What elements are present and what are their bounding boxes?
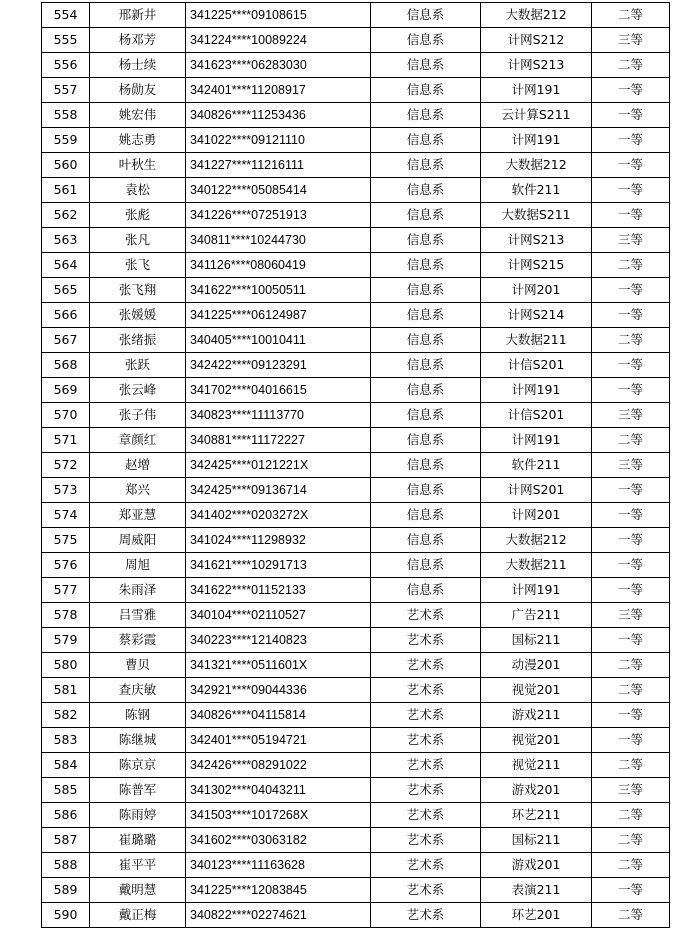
class-cell: 计网191	[481, 428, 592, 453]
table-row	[42, 728, 670, 753]
id-number-cell: 340822****02274621	[186, 903, 371, 928]
department-cell: 信息系	[371, 328, 481, 353]
row-number-cell: 556	[42, 53, 90, 78]
award-level-cell: 一等	[592, 478, 670, 503]
table-row	[42, 478, 670, 503]
award-level-cell: 二等	[592, 903, 670, 928]
id-number-cell: 341226****07251913	[186, 203, 371, 228]
department-cell: 信息系	[371, 78, 481, 103]
department-cell: 信息系	[371, 378, 481, 403]
id-number-cell: 342426****08291022	[186, 753, 371, 778]
row-number-cell: 583	[42, 728, 90, 753]
table-row	[42, 353, 670, 378]
id-number-cell: 341402****0203272X	[186, 503, 371, 528]
department-cell: 艺术系	[371, 653, 481, 678]
row-number-cell: 582	[42, 703, 90, 728]
id-number-cell: 340123****11163628	[186, 853, 371, 878]
department-cell: 信息系	[371, 578, 481, 603]
class-cell: 计网191	[481, 378, 592, 403]
student-name-cell: 郑亚慧	[90, 503, 186, 528]
award-level-cell: 三等	[592, 453, 670, 478]
row-number-cell: 574	[42, 503, 90, 528]
class-cell: 软件211	[481, 178, 592, 203]
class-cell: 计网191	[481, 578, 592, 603]
class-cell: 游戏211	[481, 703, 592, 728]
row-number-cell: 564	[42, 253, 90, 278]
table-row	[42, 103, 670, 128]
student-name-cell: 陈雨婷	[90, 803, 186, 828]
student-name-cell: 姚宏伟	[90, 103, 186, 128]
table-row	[42, 603, 670, 628]
student-name-cell: 张彪	[90, 203, 186, 228]
award-level-cell: 一等	[592, 728, 670, 753]
id-number-cell: 341623****06283030	[186, 53, 371, 78]
award-level-cell: 二等	[592, 803, 670, 828]
department-cell: 信息系	[371, 103, 481, 128]
row-number-cell: 575	[42, 528, 90, 553]
row-number-cell: 562	[42, 203, 90, 228]
class-cell: 计信S201	[481, 353, 592, 378]
student-name-cell: 杨勋友	[90, 78, 186, 103]
id-number-cell: 341622****10050511	[186, 278, 371, 303]
id-number-cell: 341225****09108615	[186, 3, 371, 28]
student-name-cell: 查庆敏	[90, 678, 186, 703]
department-cell: 艺术系	[371, 703, 481, 728]
row-number-cell: 561	[42, 178, 90, 203]
table-row	[42, 178, 670, 203]
student-name-cell: 朱雨泽	[90, 578, 186, 603]
row-number-cell: 554	[42, 3, 90, 28]
student-name-cell: 戴正梅	[90, 903, 186, 928]
class-cell: 大数据212	[481, 528, 592, 553]
class-cell: 游戏201	[481, 778, 592, 803]
class-cell: 计网191	[481, 128, 592, 153]
award-level-cell: 二等	[592, 678, 670, 703]
table-row	[42, 653, 670, 678]
table-row	[42, 828, 670, 853]
student-name-cell: 张凡	[90, 228, 186, 253]
award-level-cell: 二等	[592, 253, 670, 278]
class-cell: 广告211	[481, 603, 592, 628]
class-cell: 计网S213	[481, 53, 592, 78]
row-number-cell: 559	[42, 128, 90, 153]
id-number-cell: 340823****11113770	[186, 403, 371, 428]
row-number-cell: 584	[42, 753, 90, 778]
department-cell: 艺术系	[371, 828, 481, 853]
table-row	[42, 903, 670, 928]
class-cell: 视觉201	[481, 728, 592, 753]
id-number-cell: 340826****11253436	[186, 103, 371, 128]
student-name-cell: 崔平平	[90, 853, 186, 878]
student-name-cell: 张飞	[90, 253, 186, 278]
table-row	[42, 278, 670, 303]
table-row	[42, 678, 670, 703]
table-row	[42, 3, 670, 28]
student-name-cell: 曹贝	[90, 653, 186, 678]
award-level-cell: 三等	[592, 778, 670, 803]
class-cell: 计网S215	[481, 253, 592, 278]
class-cell: 计信S201	[481, 403, 592, 428]
student-name-cell: 张子伟	[90, 403, 186, 428]
department-cell: 信息系	[371, 253, 481, 278]
table-row	[42, 78, 670, 103]
id-number-cell: 341702****04016615	[186, 378, 371, 403]
id-number-cell: 342425****09136714	[186, 478, 371, 503]
table-row	[42, 403, 670, 428]
row-number-cell: 585	[42, 778, 90, 803]
row-number-cell: 570	[42, 403, 90, 428]
table-row	[42, 203, 670, 228]
award-level-cell: 三等	[592, 403, 670, 428]
class-cell: 计网S214	[481, 303, 592, 328]
id-number-cell: 340881****11172227	[186, 428, 371, 453]
id-number-cell: 341024****11298932	[186, 528, 371, 553]
class-cell: 大数据S211	[481, 203, 592, 228]
row-number-cell: 587	[42, 828, 90, 853]
award-level-cell: 一等	[592, 153, 670, 178]
award-level-cell: 二等	[592, 853, 670, 878]
class-cell: 大数据212	[481, 3, 592, 28]
table-row	[42, 703, 670, 728]
id-number-cell: 341225****06124987	[186, 303, 371, 328]
award-level-cell: 一等	[592, 503, 670, 528]
class-cell: 计网S212	[481, 28, 592, 53]
department-cell: 艺术系	[371, 753, 481, 778]
row-number-cell: 579	[42, 628, 90, 653]
award-level-cell: 一等	[592, 528, 670, 553]
award-level-cell: 一等	[592, 128, 670, 153]
department-cell: 艺术系	[371, 628, 481, 653]
award-level-cell: 一等	[592, 178, 670, 203]
id-number-cell: 341227****11216111	[186, 153, 371, 178]
id-number-cell: 340223****12140823	[186, 628, 371, 653]
award-level-cell: 二等	[592, 53, 670, 78]
class-cell: 计网191	[481, 78, 592, 103]
student-name-cell: 张云峰	[90, 378, 186, 403]
class-cell: 计网201	[481, 278, 592, 303]
table-row	[42, 303, 670, 328]
id-number-cell: 341622****01152133	[186, 578, 371, 603]
award-level-cell: 一等	[592, 378, 670, 403]
award-level-cell: 三等	[592, 603, 670, 628]
table-row	[42, 128, 670, 153]
row-number-cell: 572	[42, 453, 90, 478]
department-cell: 信息系	[371, 403, 481, 428]
class-cell: 视觉201	[481, 678, 592, 703]
table-body	[42, 3, 670, 928]
row-number-cell: 565	[42, 278, 90, 303]
department-cell: 艺术系	[371, 603, 481, 628]
row-number-cell: 563	[42, 228, 90, 253]
award-level-cell: 一等	[592, 578, 670, 603]
row-number-cell: 568	[42, 353, 90, 378]
student-name-cell: 赵增	[90, 453, 186, 478]
id-number-cell: 341225****12083845	[186, 878, 371, 903]
id-number-cell: 342401****05194721	[186, 728, 371, 753]
id-number-cell: 340104****02110527	[186, 603, 371, 628]
table-row	[42, 628, 670, 653]
row-number-cell: 586	[42, 803, 90, 828]
table-row	[42, 28, 670, 53]
id-number-cell: 340811****10244730	[186, 228, 371, 253]
student-name-cell: 张飞翔	[90, 278, 186, 303]
department-cell: 信息系	[371, 528, 481, 553]
id-number-cell: 342422****09123291	[186, 353, 371, 378]
award-level-cell: 一等	[592, 553, 670, 578]
class-cell: 软件211	[481, 453, 592, 478]
row-number-cell: 558	[42, 103, 90, 128]
student-name-cell: 张绪振	[90, 328, 186, 353]
table-row	[42, 878, 670, 903]
row-number-cell: 569	[42, 378, 90, 403]
award-level-cell: 三等	[592, 28, 670, 53]
award-list-table	[41, 2, 670, 928]
student-name-cell: 张媛媛	[90, 303, 186, 328]
class-cell: 大数据212	[481, 153, 592, 178]
department-cell: 艺术系	[371, 878, 481, 903]
row-number-cell: 577	[42, 578, 90, 603]
id-number-cell: 341302****04043211	[186, 778, 371, 803]
class-cell: 环艺211	[481, 803, 592, 828]
id-number-cell: 342921****09044336	[186, 678, 371, 703]
student-name-cell: 周威阳	[90, 528, 186, 553]
table-row	[42, 528, 670, 553]
id-number-cell: 342425****0121221X	[186, 453, 371, 478]
class-cell: 计网201	[481, 503, 592, 528]
table-row	[42, 578, 670, 603]
award-level-cell: 二等	[592, 3, 670, 28]
row-number-cell: 566	[42, 303, 90, 328]
department-cell: 信息系	[371, 553, 481, 578]
student-name-cell: 陈普军	[90, 778, 186, 803]
id-number-cell: 340122****05085414	[186, 178, 371, 203]
table-row	[42, 453, 670, 478]
row-number-cell: 555	[42, 28, 90, 53]
id-number-cell: 341126****08060419	[186, 253, 371, 278]
department-cell: 艺术系	[371, 678, 481, 703]
department-cell: 艺术系	[371, 778, 481, 803]
id-number-cell: 341621****10291713	[186, 553, 371, 578]
student-name-cell: 蔡彩霞	[90, 628, 186, 653]
table-row	[42, 803, 670, 828]
award-level-cell: 一等	[592, 278, 670, 303]
table-row	[42, 753, 670, 778]
student-name-cell: 邢新井	[90, 3, 186, 28]
row-number-cell: 567	[42, 328, 90, 353]
student-name-cell: 章颜红	[90, 428, 186, 453]
row-number-cell: 589	[42, 878, 90, 903]
class-cell: 计网S213	[481, 228, 592, 253]
department-cell: 艺术系	[371, 728, 481, 753]
id-number-cell: 341224****10089224	[186, 28, 371, 53]
student-name-cell: 叶秋生	[90, 153, 186, 178]
department-cell: 信息系	[371, 278, 481, 303]
class-cell: 国标211	[481, 628, 592, 653]
award-level-cell: 一等	[592, 353, 670, 378]
row-number-cell: 576	[42, 553, 90, 578]
row-number-cell: 578	[42, 603, 90, 628]
award-level-cell: 二等	[592, 428, 670, 453]
award-level-cell: 一等	[592, 703, 670, 728]
department-cell: 艺术系	[371, 853, 481, 878]
award-level-cell: 二等	[592, 828, 670, 853]
student-name-cell: 杨邓芳	[90, 28, 186, 53]
class-cell: 计网S201	[481, 478, 592, 503]
student-name-cell: 陈继城	[90, 728, 186, 753]
class-cell: 大数据211	[481, 328, 592, 353]
department-cell: 艺术系	[371, 903, 481, 928]
award-level-cell: 三等	[592, 228, 670, 253]
row-number-cell: 557	[42, 78, 90, 103]
award-level-cell: 一等	[592, 203, 670, 228]
student-name-cell: 戴明慧	[90, 878, 186, 903]
award-level-cell: 一等	[592, 628, 670, 653]
row-number-cell: 581	[42, 678, 90, 703]
student-name-cell: 郑兴	[90, 478, 186, 503]
department-cell: 艺术系	[371, 803, 481, 828]
department-cell: 信息系	[371, 53, 481, 78]
class-cell: 国标211	[481, 828, 592, 853]
award-level-cell: 一等	[592, 103, 670, 128]
award-level-cell: 一等	[592, 303, 670, 328]
department-cell: 信息系	[371, 3, 481, 28]
id-number-cell: 341022****09121110	[186, 128, 371, 153]
class-cell: 游戏201	[481, 853, 592, 878]
id-number-cell: 340405****10010411	[186, 328, 371, 353]
department-cell: 信息系	[371, 428, 481, 453]
row-number-cell: 580	[42, 653, 90, 678]
student-name-cell: 陈京京	[90, 753, 186, 778]
table-row	[42, 53, 670, 78]
row-number-cell: 571	[42, 428, 90, 453]
student-name-cell: 姚志勇	[90, 128, 186, 153]
department-cell: 信息系	[371, 228, 481, 253]
class-cell: 表演211	[481, 878, 592, 903]
award-level-cell: 一等	[592, 78, 670, 103]
student-name-cell: 张跃	[90, 353, 186, 378]
table-row	[42, 428, 670, 453]
award-level-cell: 二等	[592, 753, 670, 778]
id-number-cell: 342401****11208917	[186, 78, 371, 103]
department-cell: 信息系	[371, 453, 481, 478]
table-row	[42, 553, 670, 578]
class-cell: 动漫201	[481, 653, 592, 678]
student-name-cell: 崔璐璐	[90, 828, 186, 853]
row-number-cell: 573	[42, 478, 90, 503]
row-number-cell: 590	[42, 903, 90, 928]
table-row	[42, 153, 670, 178]
class-cell: 视觉211	[481, 753, 592, 778]
table-row	[42, 228, 670, 253]
row-number-cell: 588	[42, 853, 90, 878]
row-number-cell: 560	[42, 153, 90, 178]
department-cell: 信息系	[371, 178, 481, 203]
department-cell: 信息系	[371, 153, 481, 178]
student-name-cell: 袁松	[90, 178, 186, 203]
class-cell: 环艺201	[481, 903, 592, 928]
table-row	[42, 853, 670, 878]
class-cell: 大数据211	[481, 553, 592, 578]
department-cell: 信息系	[371, 353, 481, 378]
department-cell: 信息系	[371, 203, 481, 228]
student-name-cell: 吕雪雅	[90, 603, 186, 628]
id-number-cell: 341602****03063182	[186, 828, 371, 853]
department-cell: 信息系	[371, 128, 481, 153]
award-level-cell: 一等	[592, 878, 670, 903]
student-name-cell: 陈钢	[90, 703, 186, 728]
id-number-cell: 340826****04115814	[186, 703, 371, 728]
department-cell: 信息系	[371, 478, 481, 503]
table-row	[42, 253, 670, 278]
id-number-cell: 341321****0511601X	[186, 653, 371, 678]
department-cell: 信息系	[371, 503, 481, 528]
department-cell: 信息系	[371, 28, 481, 53]
class-cell: 云计算S211	[481, 103, 592, 128]
table-row	[42, 503, 670, 528]
student-name-cell: 杨士续	[90, 53, 186, 78]
table-row	[42, 328, 670, 353]
table-row	[42, 378, 670, 403]
table-row	[42, 778, 670, 803]
student-name-cell: 周旭	[90, 553, 186, 578]
award-level-cell: 二等	[592, 328, 670, 353]
department-cell: 信息系	[371, 303, 481, 328]
id-number-cell: 341503****1017268X	[186, 803, 371, 828]
award-level-cell: 二等	[592, 653, 670, 678]
